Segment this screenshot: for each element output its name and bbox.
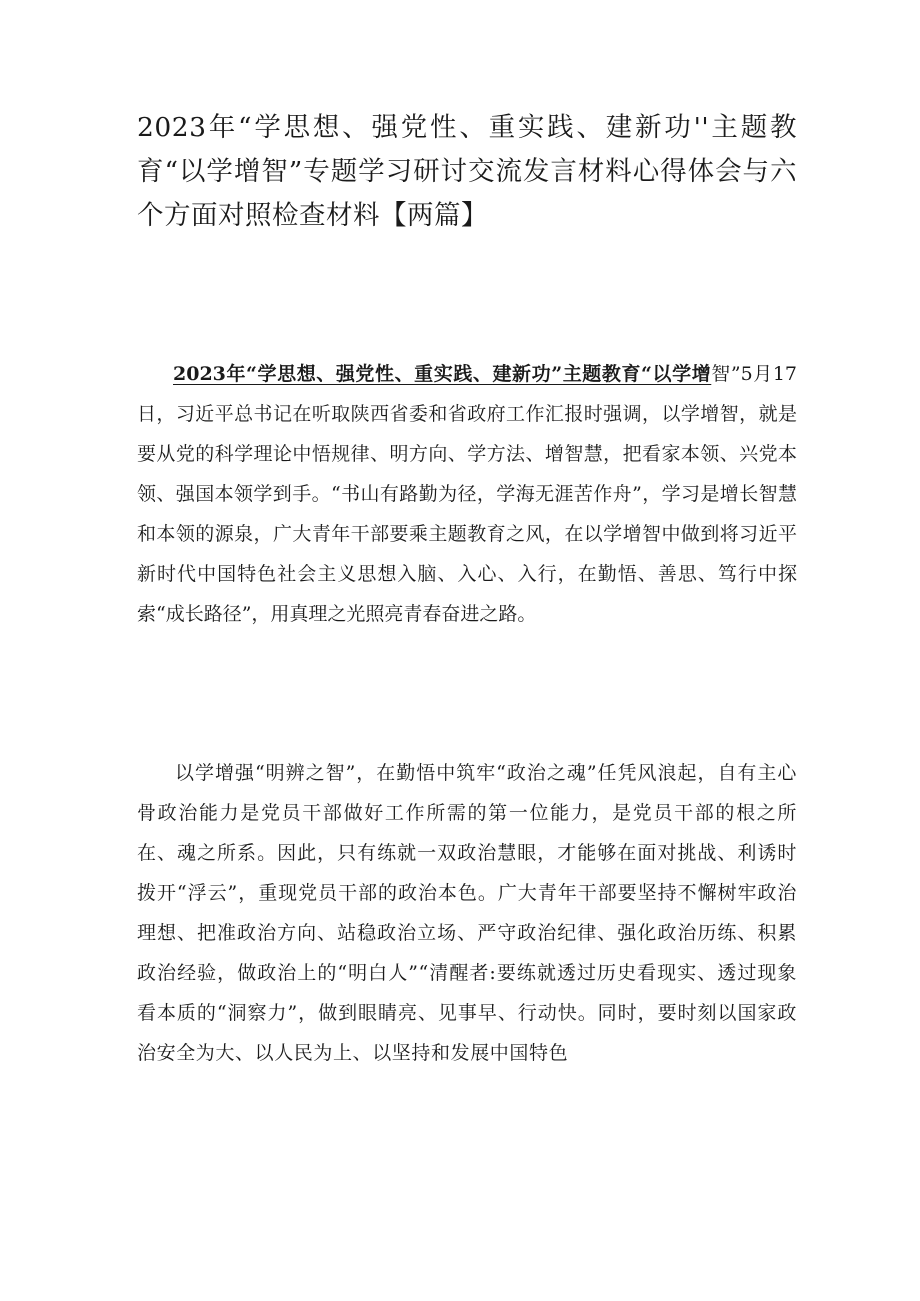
body-paragraph-2: 以学增强“明辨之智”，在勤悟中筑牢“政治之魂”任凭风浪起，自有主心骨政治能力是党员干部做好工作所需的第一位能力，是党员干部的根之所在、魂之所系。因此，只有练就一双政治慧眼，才能够在面对挑战、利诱时拨开“浮云”，重现党员干部的政治本色。广大青年干部要坚持不懈树牢政治理想、把准政治方向、站稳政治立场、严守政治纪律、强化政治历练、积累政治经验，做政治上的“明白人”“清醒者:要练就透过历史看现实、透过现象看本质的“洞察力”，做到眼睛亮、见事早、行动快。同时，要时刻以国家政治安全为大、以人民为上、以坚持和发展中国特色 [137,762,797,1064]
document-title: 2023年“学思想、强党性、重实践、建新功''主题教育“以学增智”专题学习研讨交流发言材料心得体会与六个方面对照检查材料【两篇】 [137,112,797,231]
section-heading-underlined: 2023年“学思想、强党性、重实践、建新功”主题教育“以学增 [173,363,712,385]
section-heading-paragraph [137,354,797,634]
section-heading-rest: 智”5月17日，习近平总书记在听取陕西省委和省政府工作汇报时强调，以学增智，就是要从党的科学理论中悟规律、明方向、学方法、增智慧，把看家本领、兴党本领、强国本领学到手。“书山有路勤为径，学海无涯苦作舟”，学习是增长智慧和本领的源泉，广大青年干部要乘主题教育之风，在以学增智中做到将习近平新时代中国特色社会主义思想入脑、入心、入行，在勤悟、善思、笃行中探索“成长路径”，用真理之光照亮青春奋进之路。 [137,363,797,625]
